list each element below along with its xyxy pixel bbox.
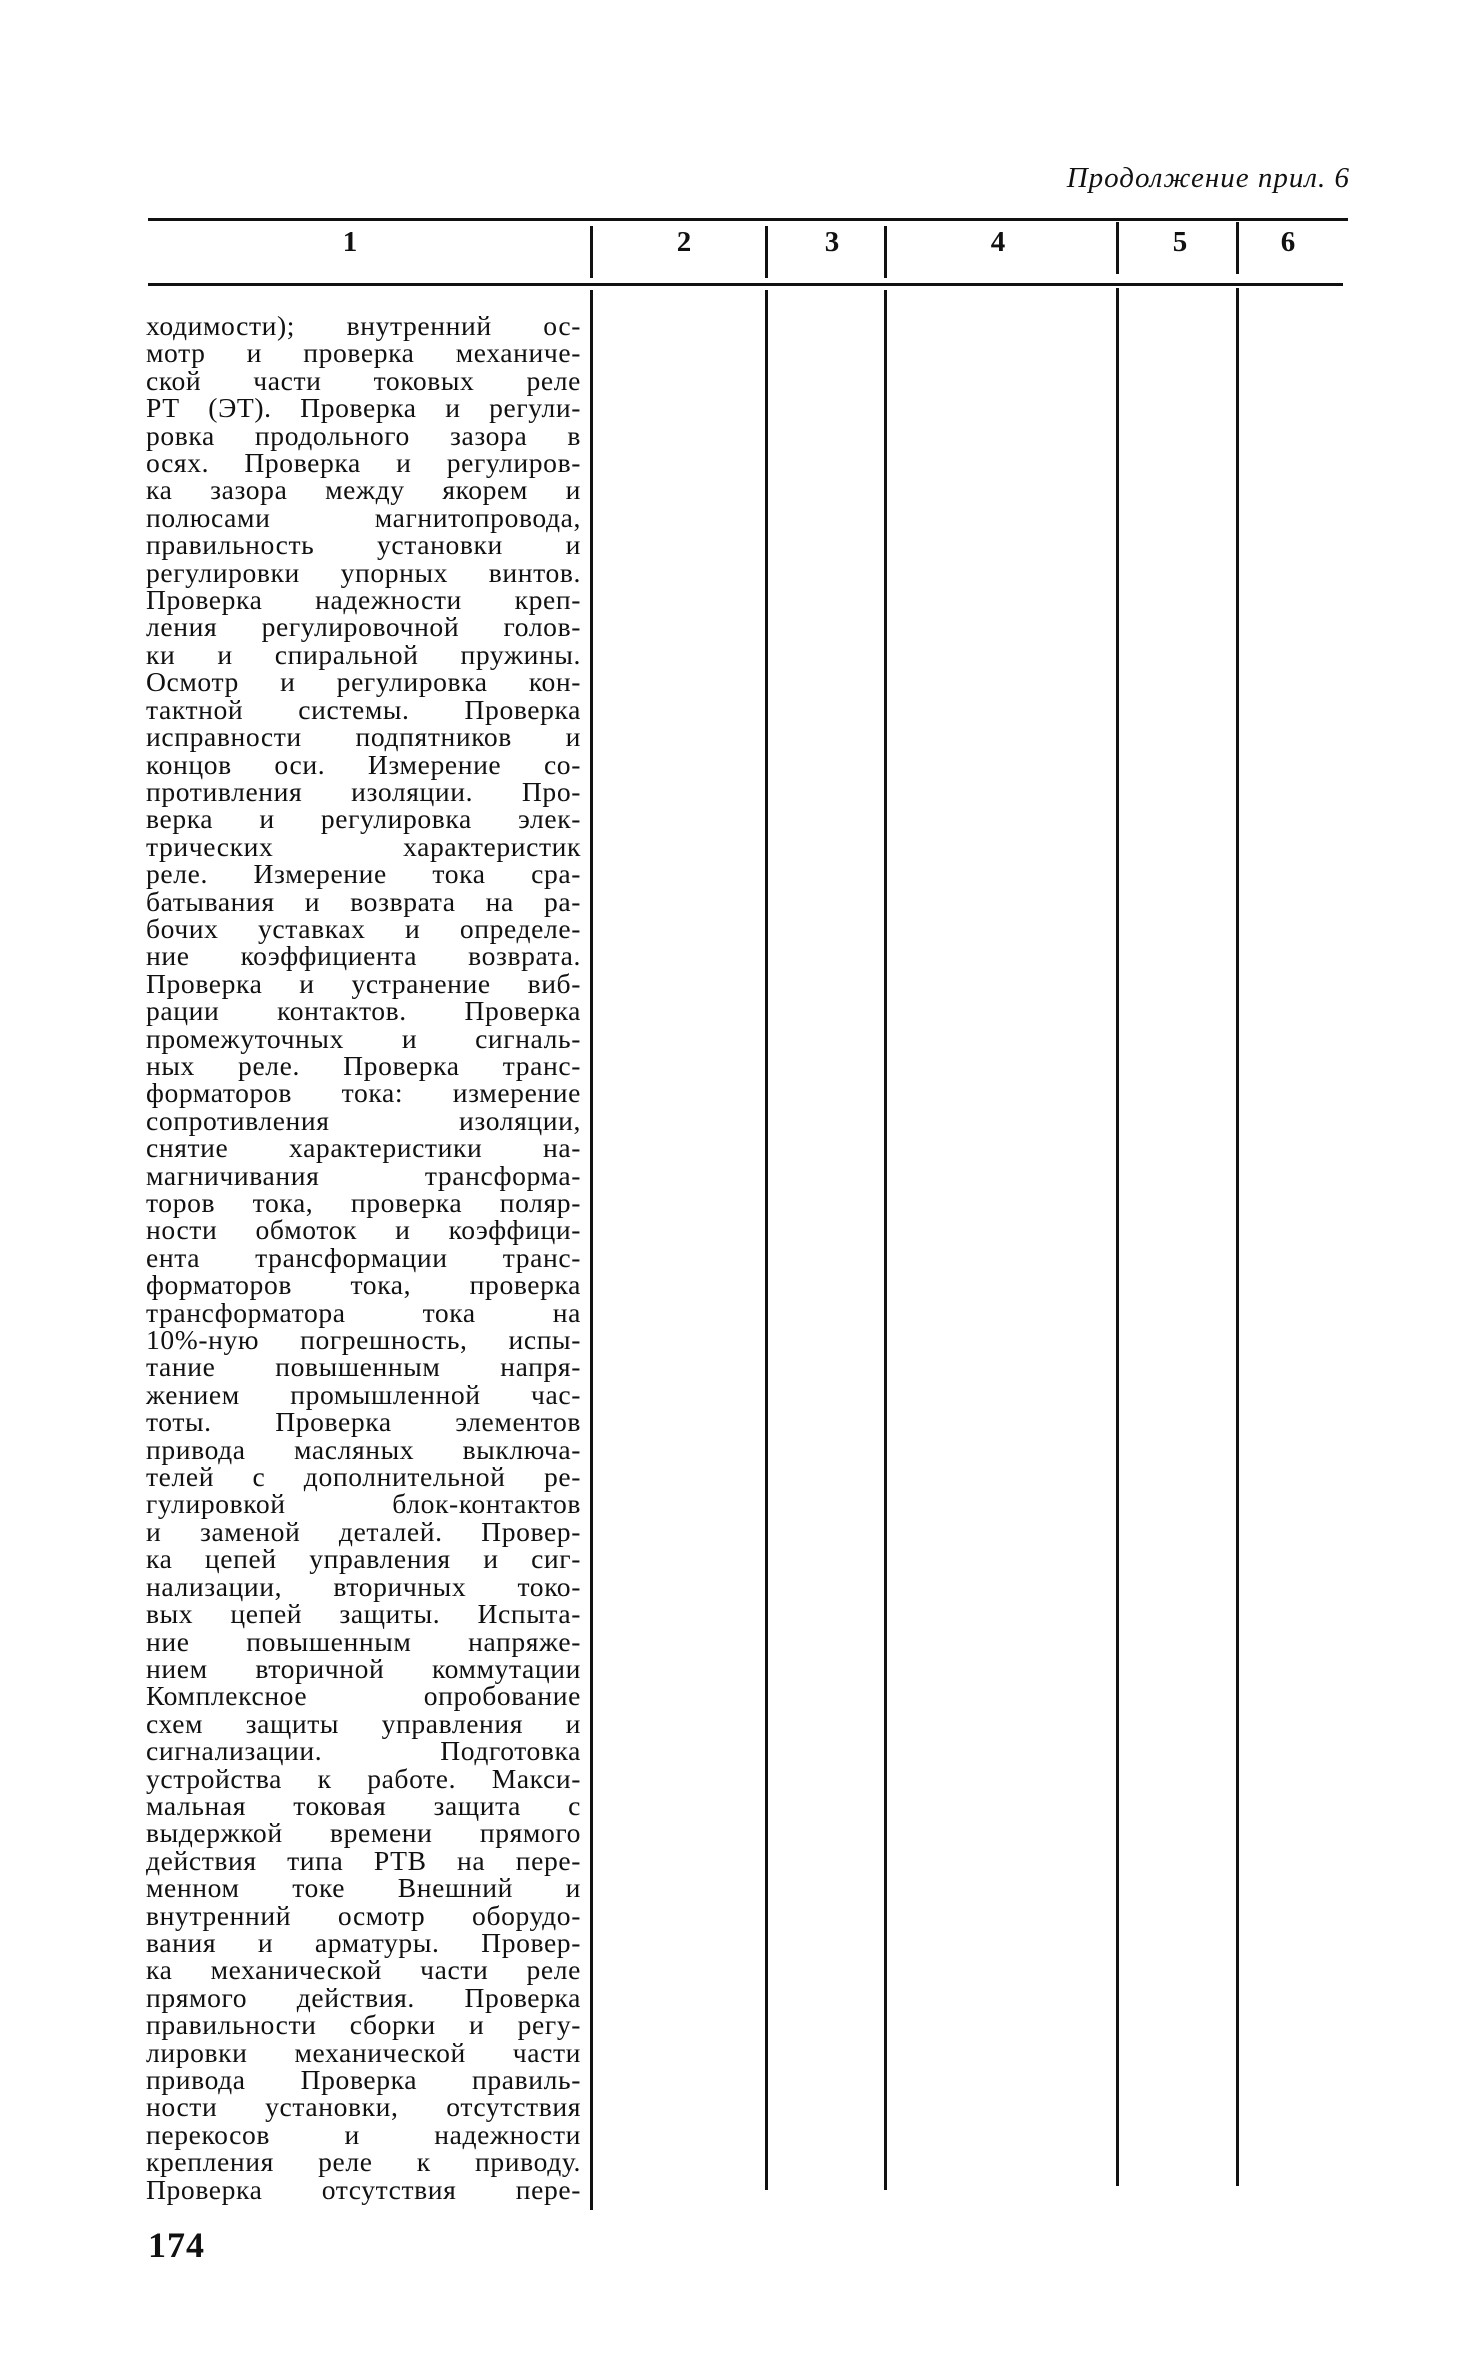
text-line: тактной системы. Проверка <box>146 693 581 725</box>
text-line: противления изоляции. Про- <box>146 775 581 807</box>
text-line: Комплексное опробование <box>146 1680 581 1712</box>
text-line: Осмотр и регулировка кон- <box>146 666 581 698</box>
table-top-rule <box>148 218 1348 221</box>
column-divider <box>884 290 887 2190</box>
text-line: Проверка и устранение виб- <box>146 967 581 999</box>
text-line: снятие характеристики на- <box>146 1132 581 1164</box>
text-line: нием вторичной коммутации <box>146 1652 581 1684</box>
text-line: концов оси. Измерение со- <box>146 748 581 780</box>
text-line: рации контактов. Проверка <box>146 995 581 1027</box>
text-line: форматоров тока, проверка <box>146 1269 581 1301</box>
text-line: лировки механической части <box>146 2036 581 2068</box>
text-line: реле. Измерение тока сра- <box>146 858 581 890</box>
text-line: прямого действия. Проверка <box>146 1981 581 2013</box>
text-line: ности обмоток и коэффици- <box>146 1214 581 1246</box>
text-line: схем защиты управления и <box>146 1707 581 1739</box>
text-line: привода Проверка правиль- <box>146 2064 581 2095</box>
text-line: промежуточных и сигналь- <box>146 1022 581 1054</box>
text-line: менном токе Внешний и <box>146 1872 581 1904</box>
text-line: перекосов и надежности <box>146 2118 581 2150</box>
text-line: крепления реле к приводу. <box>146 2146 581 2178</box>
text-line: осях. Проверка и регулиров- <box>146 447 581 479</box>
text-line: жением промышленной час- <box>146 1378 581 1410</box>
text-line: ской части токовых реле <box>146 364 581 396</box>
column-header-5: 5 <box>1172 226 1188 258</box>
text-line: вания и арматуры. Провер- <box>146 1926 581 1958</box>
text-line: трических характеристик <box>146 830 581 862</box>
text-line: РТ (ЭТ). Проверка и регули- <box>146 392 581 424</box>
column-divider <box>1236 288 1239 2186</box>
text-line: устройства к работе. Макси- <box>146 1762 581 1794</box>
text-line: тоты. Проверка элементов <box>146 1406 581 1438</box>
page-number: 174 <box>148 2225 205 2265</box>
column-header-3: 3 <box>824 226 840 258</box>
text-line: нализации, вторичных токо- <box>146 1570 581 1602</box>
text-line: торов тока, проверка поляр- <box>146 1187 581 1218</box>
text-line: ка цепей управления и сиг- <box>146 1543 581 1575</box>
text-line: правильности сборки и регу- <box>146 2009 581 2041</box>
text-line: внутренний осмотр оборудо- <box>146 1899 581 1931</box>
column-header-6: 6 <box>1280 226 1296 258</box>
text-line: ления регулировочной голов- <box>146 611 581 643</box>
text-line: ходимости); внутренний ос- <box>146 310 581 341</box>
text-line: форматоров тока: измерение <box>146 1077 581 1109</box>
text-line: ка зазора между якорем и <box>146 474 581 506</box>
text-line: и заменой деталей. Провер- <box>146 1515 581 1547</box>
text-line: ности установки, отсутствия <box>146 2091 581 2123</box>
text-line: сопротивления изоляции, <box>146 1104 581 1136</box>
text-line: ка механической части реле <box>146 1954 581 1986</box>
text-line: телей с дополнительной ре- <box>146 1461 581 1493</box>
text-line: батывания и возврата на ра- <box>146 885 581 917</box>
column-divider-header <box>884 226 887 278</box>
text-line: ента трансформации транс- <box>146 1241 581 1273</box>
column-divider <box>590 290 593 2210</box>
text-line: бочих уставках и определе- <box>146 912 581 944</box>
continuation-label: Продолжение прил. 6 <box>1066 162 1350 194</box>
text-line: вых цепей защиты. Испыта- <box>146 1598 581 1630</box>
text-line: привода масляных выключа- <box>146 1433 581 1465</box>
text-line: регулировки упорных винтов. <box>146 556 581 588</box>
column-header-2: 2 <box>676 226 692 258</box>
text-line: мотр и проверка механиче- <box>146 337 581 369</box>
text-line: мальная токовая защита с <box>146 1789 581 1821</box>
table-header-rule <box>148 283 1343 286</box>
column-1-text <box>146 312 581 2203</box>
text-line: ровка продольного зазора в <box>146 419 581 451</box>
text-line: Проверка отсутствия пере- <box>146 2173 581 2205</box>
column-divider-header <box>1236 222 1239 274</box>
text-line: сигнализации. Подготовка <box>146 1735 581 1767</box>
column-header-4: 4 <box>990 226 1006 258</box>
text-line: 10%-ную погрешность, испы- <box>146 1324 581 1356</box>
text-line: магничивания трансформа- <box>146 1159 581 1191</box>
text-line: Проверка надежности креп- <box>146 584 581 616</box>
text-line: выдержкой времени прямого <box>146 1817 581 1849</box>
column-header-1: 1 <box>342 226 358 258</box>
column-divider-header <box>765 226 768 278</box>
column-divider <box>1116 288 1119 2186</box>
column-divider <box>765 290 768 2190</box>
text-line: тание повышенным напря- <box>146 1351 581 1383</box>
text-line: ных реле. Проверка транс- <box>146 1049 581 1081</box>
text-line: трансформатора тока на <box>146 1296 581 1328</box>
text-line: гулировкой блок-контактов <box>146 1488 581 1520</box>
text-line: правильность установки и <box>146 529 581 561</box>
text-line: верка и регулировка элек- <box>146 803 581 835</box>
text-line: ние коэффициента возврата. <box>146 940 581 972</box>
text-line: ние повышенным напряже- <box>146 1625 581 1657</box>
text-line: ки и спиральной пружины. <box>146 638 581 670</box>
column-divider-header <box>590 226 593 278</box>
text-line: исправности подпятников и <box>146 721 581 753</box>
text-line: полюсами магнитопровода, <box>146 501 581 533</box>
column-divider-header <box>1116 222 1119 274</box>
text-line: действия типа РТВ на пере- <box>146 1844 581 1876</box>
